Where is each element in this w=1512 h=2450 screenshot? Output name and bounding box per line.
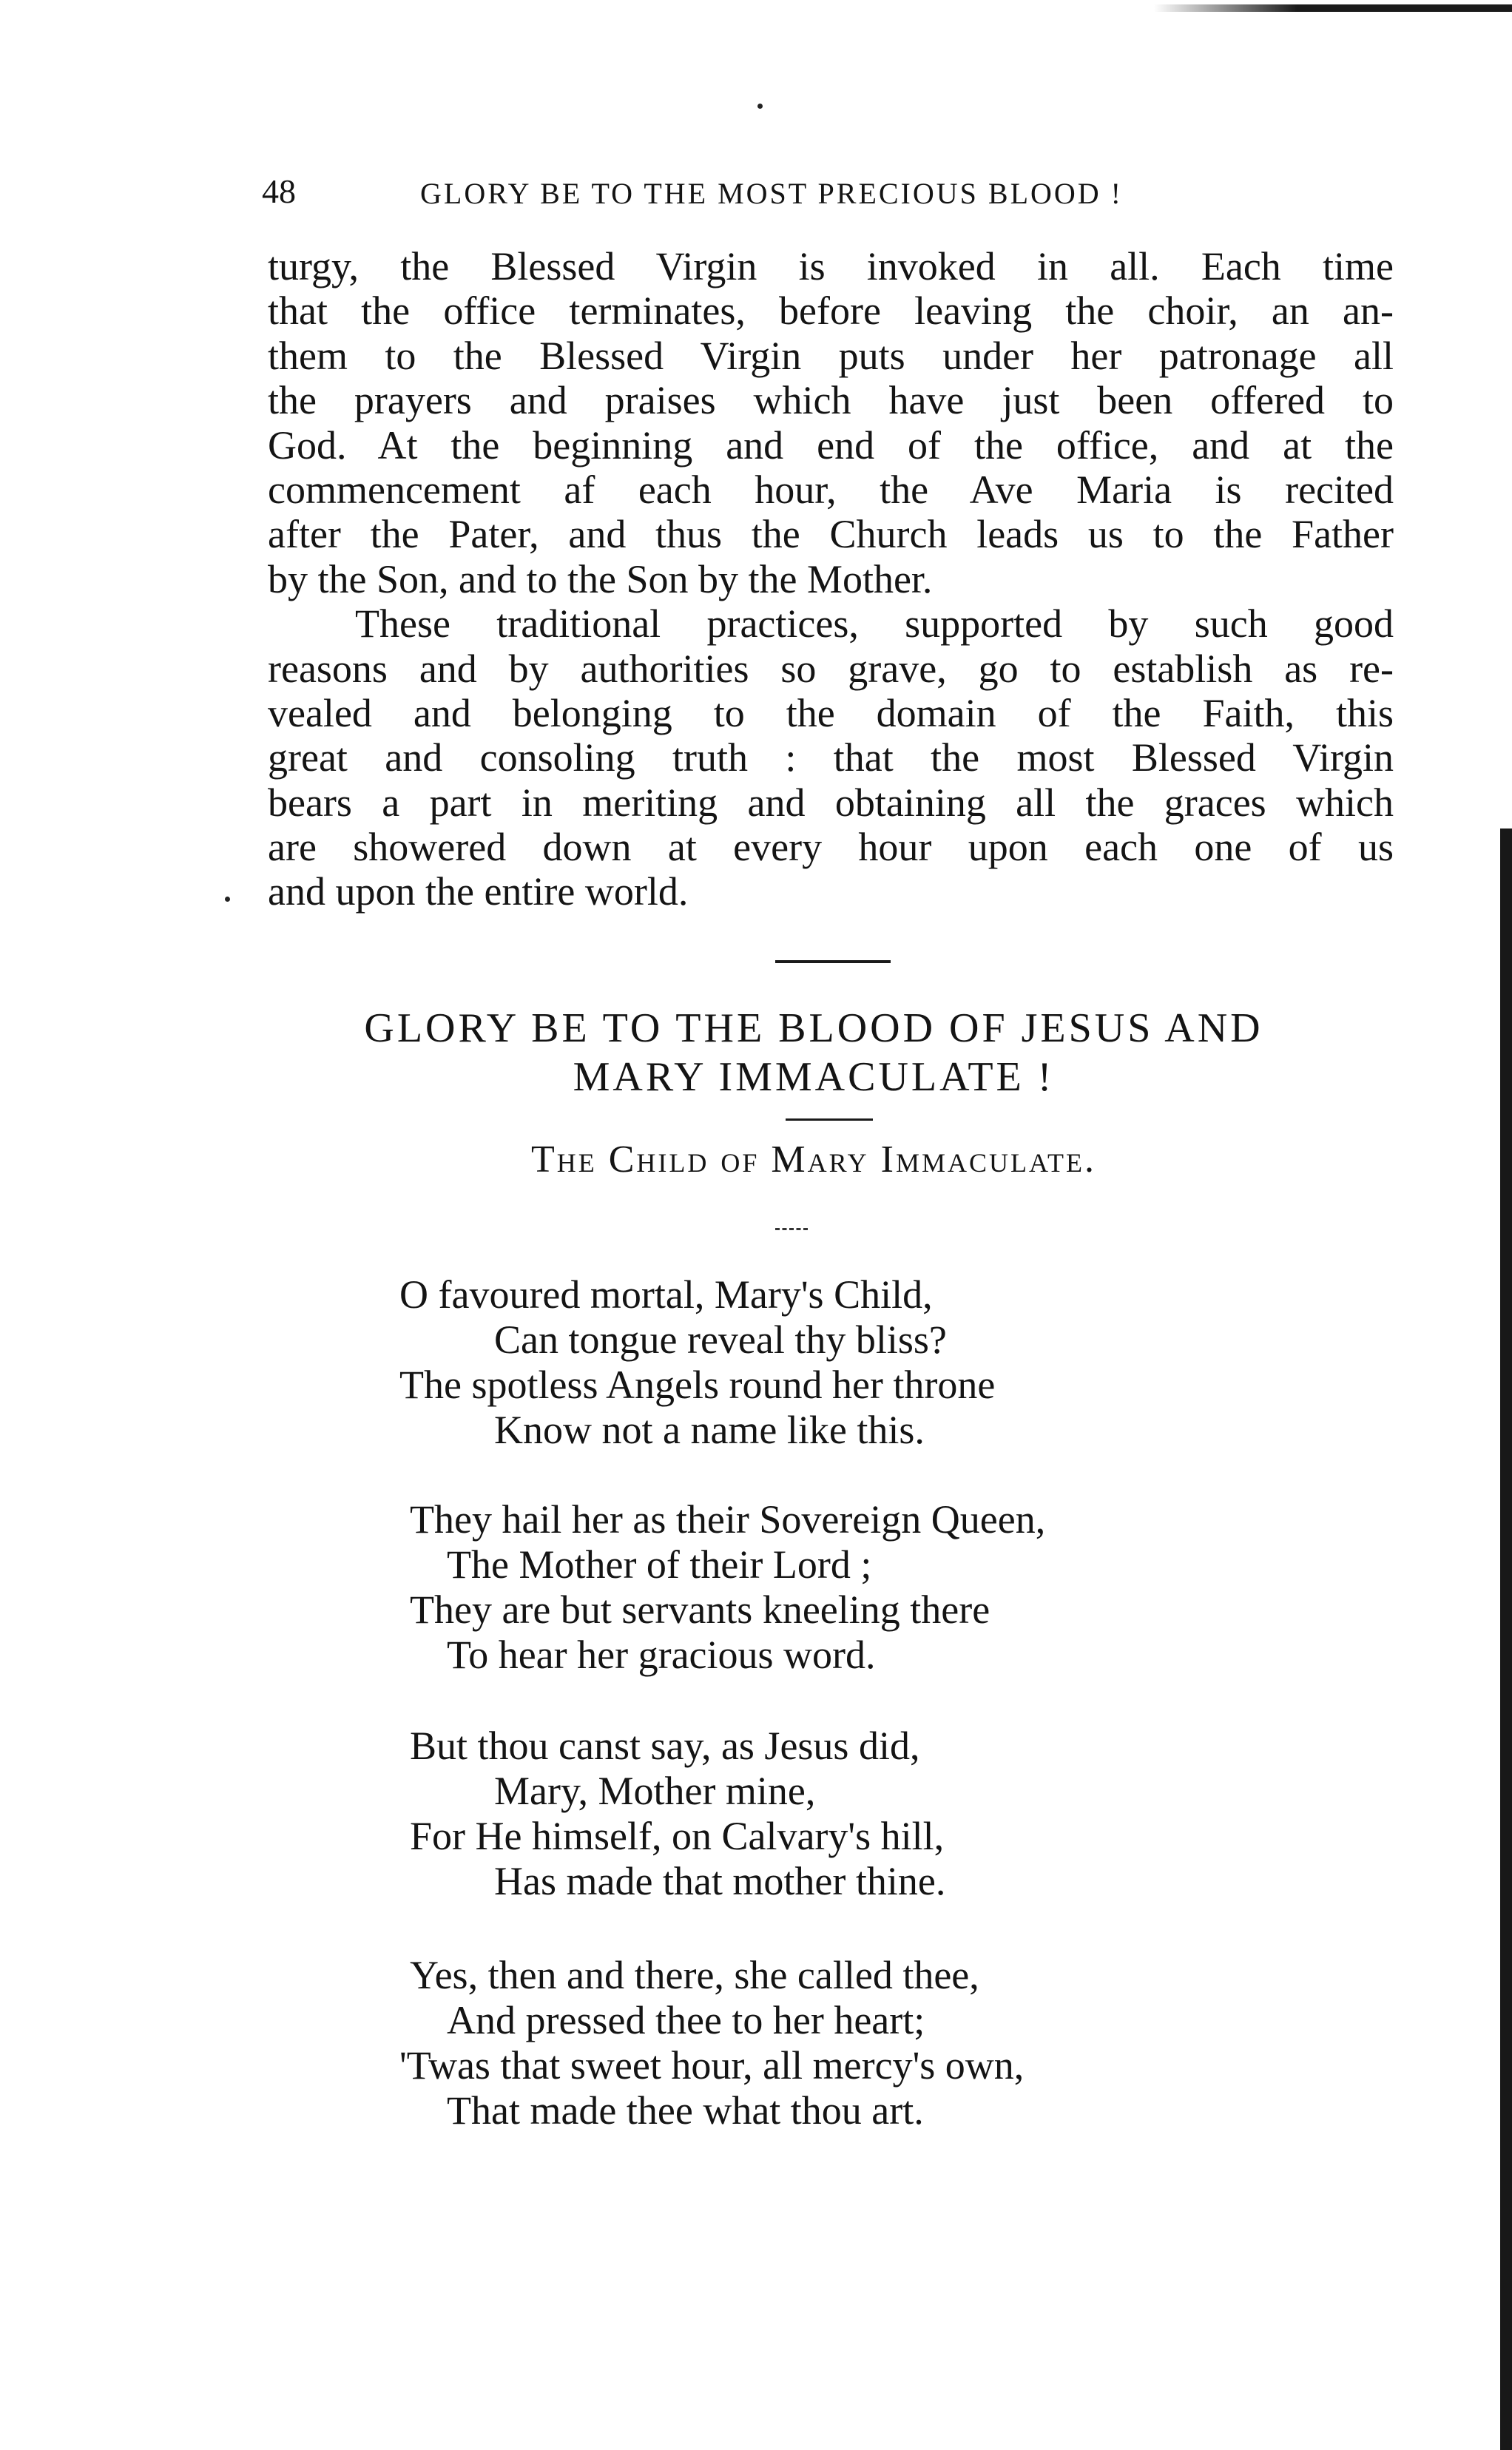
- prose-paragraphs: [268, 244, 1394, 914]
- verse-line: To hear her gracious word.: [447, 1633, 876, 1677]
- prose-line: are showered down at every hour upon each one of us: [268, 825, 1394, 870]
- section-title-line-1: GLORY BE TO THE BLOOD OF JESUS AND: [364, 1005, 1263, 1051]
- verse-line: O favoured mortal, Mary's Child,: [399, 1272, 933, 1317]
- verse-line: Yes, then and there, she called thee,: [410, 1953, 979, 1997]
- verse-line: They are but servants kneeling there: [410, 1587, 990, 1632]
- prose-line: them to the Blessed Virgin puts under her patronage all: [268, 333, 1394, 378]
- stray-mark: [225, 897, 230, 902]
- poem-stanza: [399, 1272, 1287, 1453]
- verse-line: And pressed thee to her heart;: [447, 1998, 925, 2042]
- verse-line: Know not a name like this.: [494, 1408, 925, 1452]
- prose-line: and upon the entire world.: [268, 869, 689, 914]
- running-header: [262, 172, 1253, 223]
- prose-line: turgy, the Blessed Virgin is invoked in all. Each time: [268, 244, 1394, 288]
- prose-line: God. At the beginning and end of the office, and at the: [268, 422, 1394, 468]
- ornament-dash: [775, 1228, 808, 1232]
- poem-stanza: [399, 1953, 1287, 2133]
- verse-line: Has made that mother thine.: [494, 1859, 946, 1903]
- title-divider: [786, 1118, 873, 1121]
- prose-line: by the Son, and to the Son by the Mother.: [268, 556, 933, 601]
- verse-line: 'Twas that sweet hour, all mercy's own,: [399, 2043, 1025, 2088]
- verse-line: For He himself, on Calvary's hill,: [410, 1814, 945, 1858]
- verse-line: They hail her as their Sovereign Queen,: [410, 1497, 1046, 1542]
- verse-line: Can tongue reveal thy bliss?: [494, 1317, 947, 1362]
- verse-line: The spotless Angels round her throne: [399, 1363, 996, 1407]
- page-number: 48: [262, 172, 296, 210]
- verse-line: That made thee what thou art.: [447, 2088, 924, 2133]
- scan-edge-top: [1154, 4, 1512, 12]
- stray-mark: [757, 104, 763, 109]
- prose-line: These traditional practices, supported by such good: [355, 601, 1394, 647]
- prose-line: vealed and belonging to the domain of the Faith, this: [268, 690, 1394, 735]
- section-subtitle: The Child of Mary Immaculate.: [530, 1138, 1096, 1181]
- prose-line: the prayers and praises which have just been offered to: [268, 378, 1394, 423]
- section-title-line-2: MARY IMMACULATE !: [573, 1054, 1055, 1100]
- verse-line: But thou canst say, as Jesus did,: [410, 1724, 920, 1768]
- poem-stanza: [399, 1724, 1287, 1904]
- running-title: GLORY BE TO THE MOST PRECIOUS BLOOD !: [420, 177, 1123, 210]
- scan-edge-right: [1500, 829, 1512, 2450]
- verse-line: The Mother of their Lord ;: [447, 1542, 872, 1587]
- prose-line: after the Pater, and thus the Church leads us to the Father: [268, 512, 1394, 557]
- prose-line: great and consoling truth : that the most Blessed Virgin: [268, 735, 1394, 780]
- section-divider: [775, 960, 891, 963]
- prose-line: commencement af each hour, the Ave Maria is recited: [268, 467, 1394, 512]
- prose-line: reasons and by authorities so grave, go to establish as re-: [268, 646, 1394, 691]
- prose-line: that the office terminates, before leaving the choir, an an-: [268, 288, 1394, 334]
- verse-line: Mary, Mother mine,: [494, 1769, 816, 1813]
- poem-stanza: [399, 1497, 1287, 1678]
- prose-line: bears a part in meriting and obtaining all the graces which: [268, 780, 1394, 825]
